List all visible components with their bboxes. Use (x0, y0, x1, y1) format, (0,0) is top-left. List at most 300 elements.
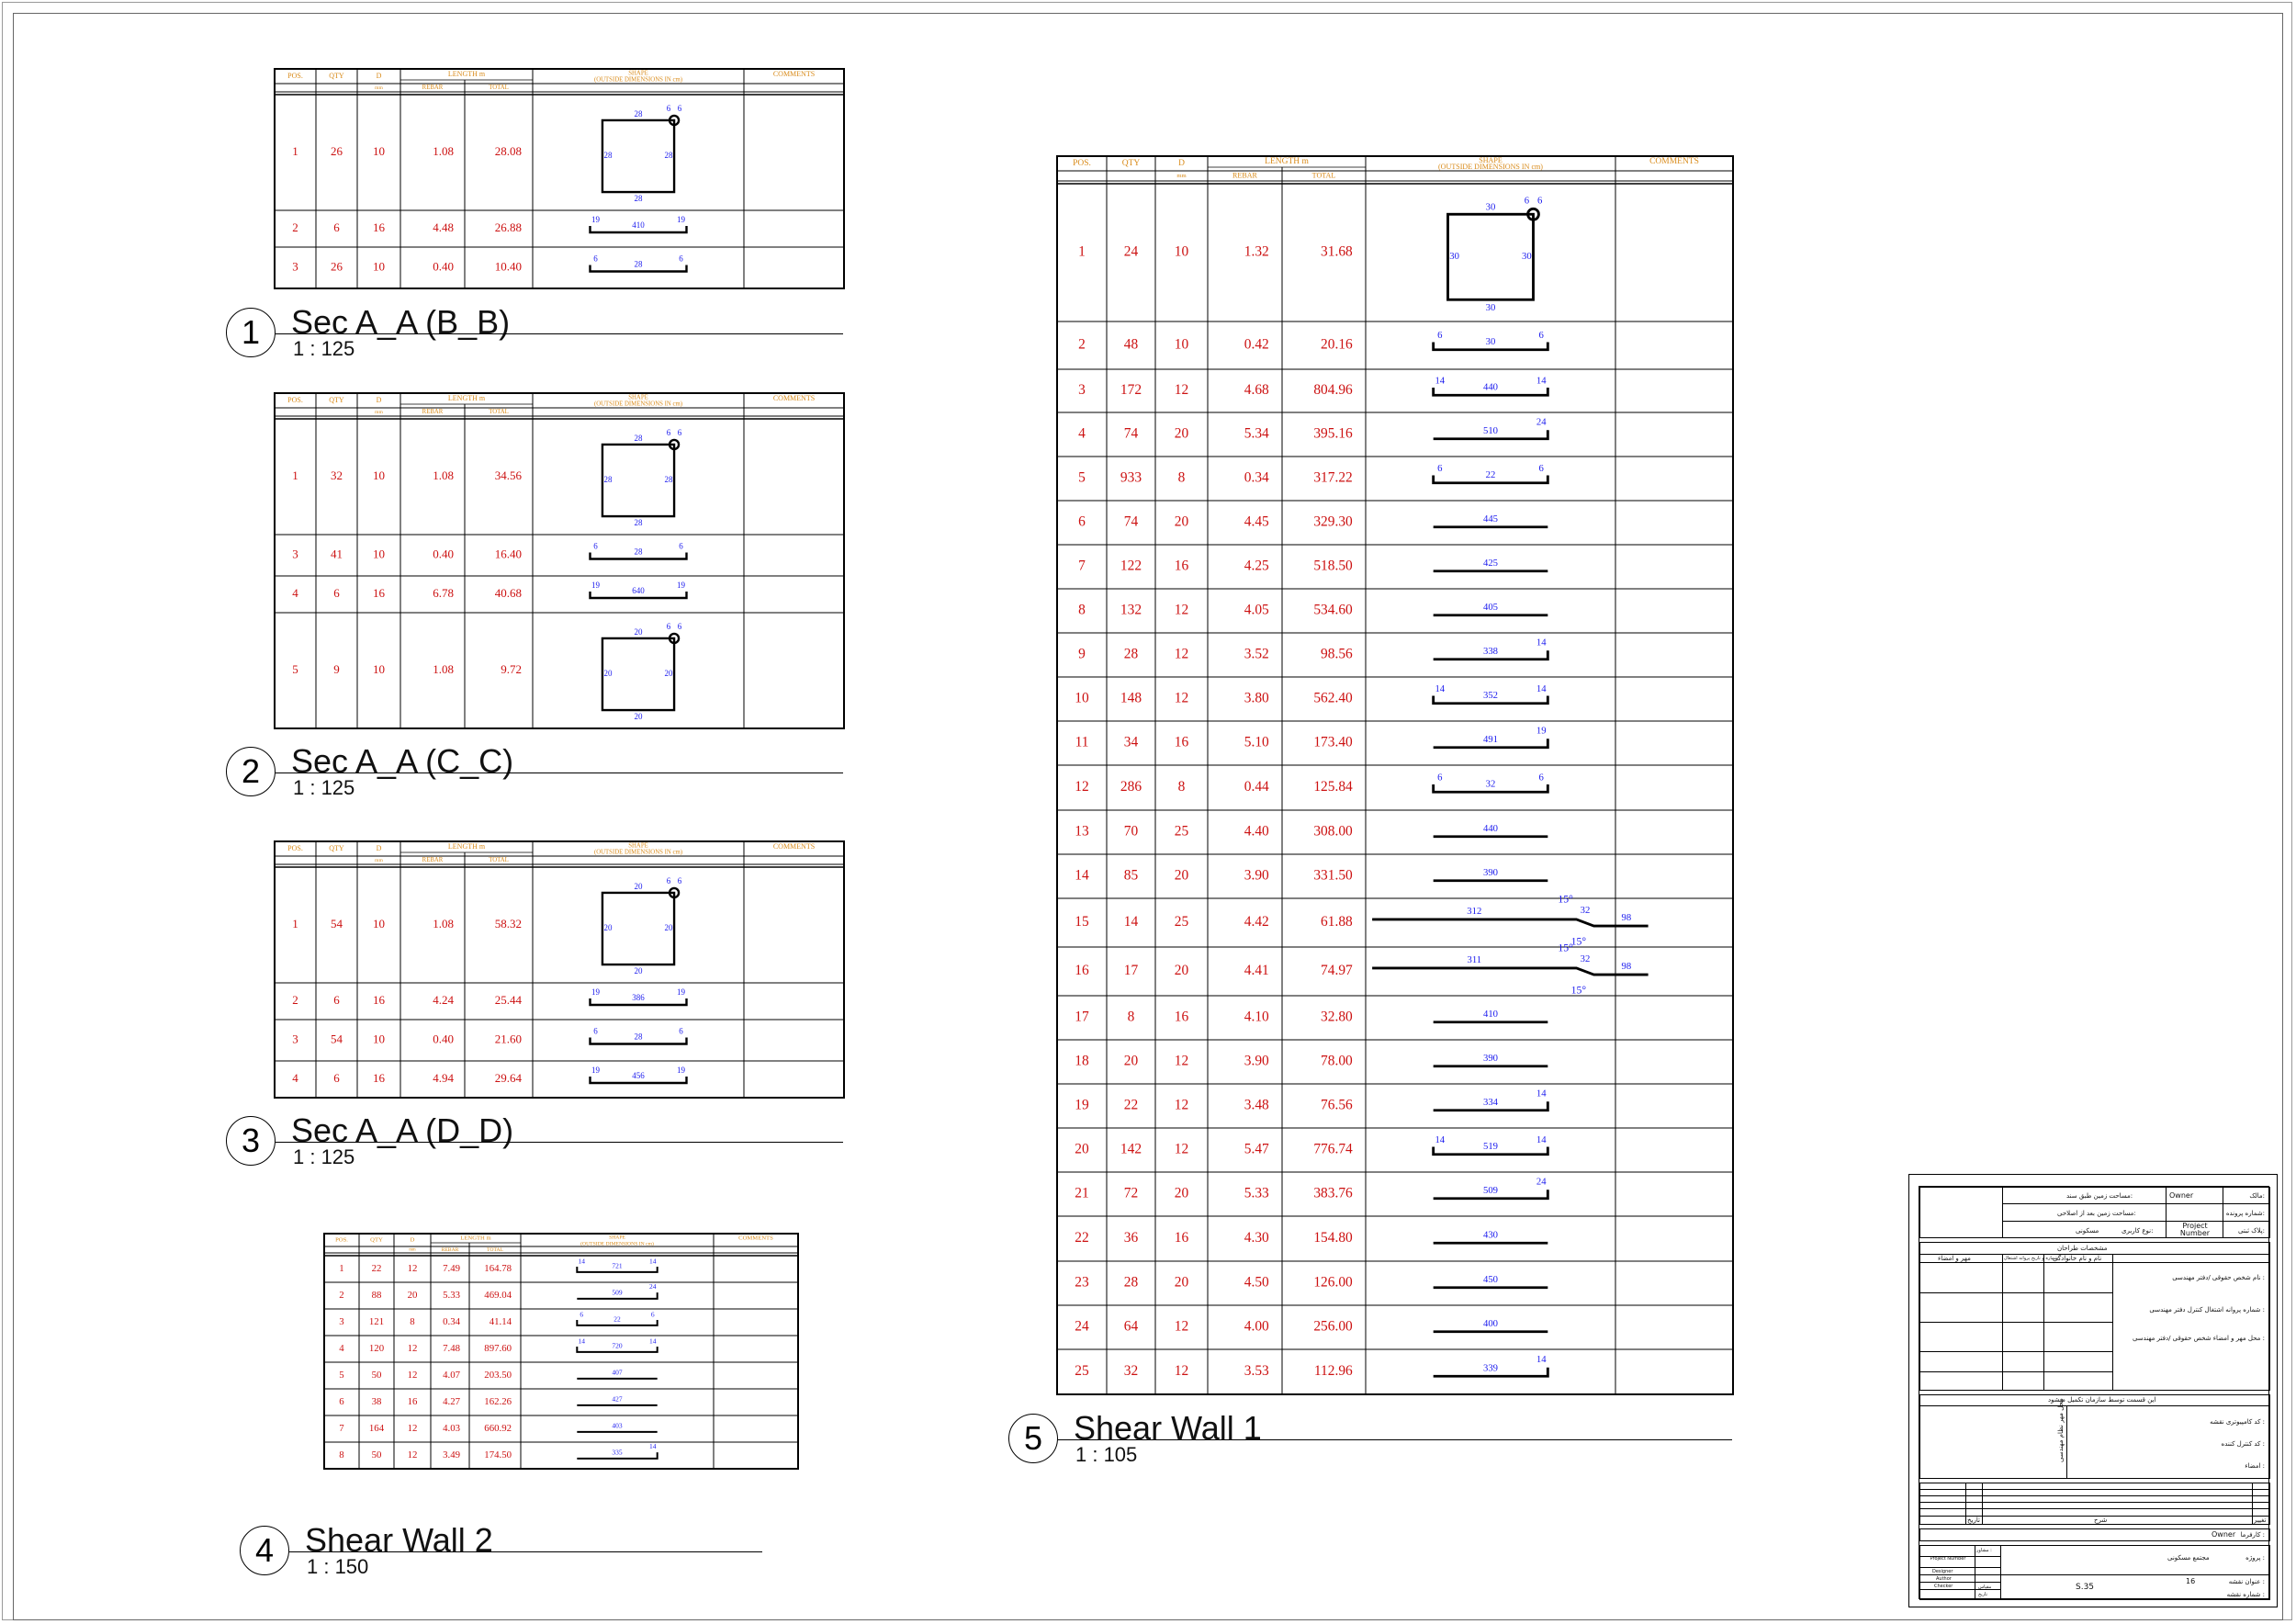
cell-pos: 1 (292, 916, 298, 930)
cell-pos: 15 (1075, 914, 1089, 930)
header-mm: mm (375, 409, 383, 415)
view-name: Shear Wall 2 (305, 1521, 493, 1559)
table-row (1078, 558, 1548, 574)
cell-rebar-length: 1.08 (433, 916, 454, 930)
cell-total-length: 76.56 (1321, 1097, 1353, 1113)
dimension-bottom: 30 (1485, 302, 1496, 314)
dimension-top: 30 (1485, 201, 1496, 213)
land-area-label: مساحت زمین طبق سند: (2066, 1192, 2133, 1200)
header-length: LENGTH m (447, 393, 486, 402)
cell-diameter: 12 (1174, 1053, 1189, 1069)
view-scale: 1 : 150 (307, 1555, 369, 1578)
cell-total-length: 98.56 (1321, 646, 1353, 662)
cell-diameter: 16 (1174, 1009, 1189, 1025)
length-dimension: 338 (1482, 645, 1499, 657)
cell-pos: 20 (1075, 1141, 1089, 1157)
cell-qty: 26 (331, 259, 343, 274)
cell-diameter: 10 (373, 916, 385, 930)
length-dimension: 491 (1482, 733, 1499, 745)
cell-qty: 164 (368, 1422, 385, 1434)
header-qty: QTY (329, 71, 344, 80)
header-comments: COMMENTS (738, 1235, 773, 1242)
header-diameter: D (376, 395, 382, 404)
cell-pos: 1 (292, 143, 298, 158)
cell-qty: 6 (333, 220, 340, 234)
schedule-border (324, 1234, 798, 1469)
cell-total-length: 10.40 (494, 259, 522, 274)
table-row (1078, 463, 1548, 486)
header-length: LENGTH m (460, 1235, 491, 1242)
cell-pos: 4 (339, 1342, 344, 1354)
cell-qty: 6 (333, 585, 340, 600)
header-shape-sub: (OUTSIDE DIMENSIONS IN cm) (593, 76, 683, 84)
engineering-seal-area: محل مهر نظام مهندسی (2057, 1398, 2065, 1462)
hook-dimension: 6 (677, 622, 682, 632)
cell-qty: 50 (371, 1449, 382, 1460)
cell-diameter: 12 (407, 1342, 418, 1354)
leg-dimension-left: 14 (1435, 375, 1446, 387)
view-title-underline (289, 1551, 762, 1552)
length-dimension: 440 (1482, 822, 1499, 834)
table-row (1075, 1009, 1548, 1025)
dimension-top: 28 (634, 109, 643, 119)
length-dimension: 312 (1467, 906, 1482, 918)
table-row (339, 1337, 657, 1354)
cell-rebar-length: 0.34 (1244, 469, 1269, 486)
view-name: Sec A_A (B_B) (291, 303, 511, 341)
controller-code-label: کد کنترل کننده : (2221, 1440, 2265, 1448)
cell-diameter: 8 (410, 1315, 415, 1327)
header-length: LENGTH m (1265, 157, 1309, 167)
table-row (292, 542, 686, 561)
dimension-left: 20 (603, 669, 613, 679)
cell-pos: 1 (1078, 243, 1086, 260)
dimension-right: 20 (664, 923, 673, 933)
cell-total-length: 331.50 (1313, 867, 1353, 884)
header-diameter: D (1178, 159, 1185, 169)
cell-qty: 22 (371, 1262, 382, 1274)
cell-qty: 24 (1123, 243, 1139, 260)
cell-qty: 142 (1120, 1141, 1142, 1157)
hook-dimension: 6 (677, 428, 682, 438)
view-name: Sec A_A (D_D) (291, 1111, 514, 1149)
cell-rebar-length: 4.10 (1244, 1009, 1269, 1025)
length-dimension: 445 (1482, 513, 1499, 524)
cell-rebar-length: 5.33 (443, 1289, 461, 1301)
project-number-short: Project Number (1930, 1556, 1966, 1562)
cell-rebar-length: 1.32 (1244, 243, 1269, 260)
cell-diameter: 20 (1174, 1274, 1189, 1291)
block-label: پلاک ثبتی: (2238, 1227, 2265, 1235)
dimension-right: 20 (664, 669, 673, 679)
rebar-schedule-sec-aa-dd (274, 840, 917, 1099)
header-shape: SHAPE (628, 394, 648, 401)
usage-value: مسکونی (2076, 1227, 2099, 1235)
header-comments: COMMENTS (1649, 157, 1699, 167)
cell-diameter: 12 (407, 1369, 418, 1381)
table-row (292, 581, 686, 600)
leg-dimension-left: 19 (591, 1066, 600, 1076)
rebar-schedule-sec-aa-bb (274, 68, 917, 289)
date-label: تاریخ (1978, 1592, 1987, 1597)
leg-dimension: 14 (1536, 1088, 1547, 1100)
leg-dimension: 14 (648, 1442, 657, 1451)
cell-total-length: 74.97 (1321, 963, 1353, 979)
leg-dimension-left: 6 (1437, 462, 1443, 474)
header-rebar: REBAR (422, 85, 444, 92)
cell-rebar-length: 4.07 (443, 1369, 461, 1381)
sheet-number-value: S.35 (2076, 1583, 2095, 1592)
cell-qty: 172 (1120, 382, 1142, 399)
hook-dimension: 6 (1536, 195, 1543, 207)
cell-total-length: 112.96 (1313, 1363, 1353, 1380)
table-row (1075, 893, 1648, 947)
length-dimension: 410 (1482, 1008, 1499, 1020)
cell-pos: 24 (1075, 1318, 1089, 1335)
cell-total-length: 317.22 (1313, 469, 1353, 486)
table-row (339, 1282, 657, 1301)
cell-qty: 121 (368, 1315, 385, 1327)
cell-diameter: 12 (1174, 1363, 1189, 1380)
table-row (1075, 942, 1648, 996)
revision-desc-header: شرح (2094, 1517, 2108, 1524)
header-comments: COMMENTS (772, 69, 816, 78)
header-pos: POS. (287, 71, 303, 80)
cell-diameter: 16 (373, 220, 385, 234)
length-dimension: 450 (1482, 1273, 1499, 1285)
designer-name: Designer (1932, 1569, 1953, 1574)
cell-total-length: 776.74 (1313, 1141, 1353, 1157)
cell-total-length: 29.64 (494, 1070, 522, 1085)
header-diameter: D (410, 1236, 415, 1244)
view-name: Shear Wall 1 (1074, 1409, 1262, 1447)
cell-qty: 26 (331, 143, 343, 158)
view-number-badge: 5 (1008, 1414, 1058, 1463)
table-row (1075, 683, 1548, 706)
leg-dimension-left: 6 (593, 254, 598, 264)
cell-diameter: 16 (373, 992, 385, 1007)
length-dimension: 28 (634, 547, 643, 557)
length-dimension: 403 (612, 1421, 623, 1430)
designers-row-license: شماره پروانه اشتغال کنترل دفتر مهندسی : (2149, 1306, 2265, 1314)
hook-dimension: 6 (666, 876, 671, 886)
table-row (1075, 867, 1548, 884)
cell-pos: 8 (339, 1449, 344, 1460)
cell-total-length: 804.96 (1313, 382, 1353, 399)
cell-pos: 5 (339, 1369, 344, 1381)
cell-pos: 4 (1078, 425, 1086, 442)
cell-diameter: 12 (407, 1422, 418, 1434)
cell-diameter: 20 (1174, 963, 1189, 979)
cell-pos: 3 (292, 1032, 298, 1046)
length-dimension: 430 (1482, 1229, 1499, 1241)
cell-diameter: 10 (1174, 243, 1189, 260)
cell-total-length: 154.80 (1313, 1230, 1353, 1246)
schedule-border (275, 841, 844, 1098)
dimension-left: 28 (603, 475, 613, 485)
table-row (1075, 1176, 1548, 1201)
table-row (1075, 772, 1548, 795)
cell-diameter: 25 (1174, 823, 1189, 840)
length-dimension: 519 (1482, 1140, 1499, 1152)
cell-qty: 72 (1123, 1185, 1139, 1201)
cell-rebar-length: 0.42 (1244, 336, 1269, 353)
cell-diameter: 10 (373, 547, 385, 561)
cell-qty: 32 (1123, 1363, 1139, 1380)
cell-pos: 2 (339, 1289, 344, 1301)
cell-total-length: 9.72 (501, 661, 522, 676)
cell-diameter: 10 (373, 468, 385, 482)
cell-diameter: 16 (373, 585, 385, 600)
view-name: Sec A_A (C_C) (291, 742, 514, 780)
length-dimension: 720 (612, 1341, 623, 1350)
rebar-schedule-sec-aa-cc (274, 392, 917, 729)
table-row (339, 1395, 657, 1407)
cell-diameter: 12 (1174, 1141, 1189, 1157)
cell-total-length: 21.60 (494, 1032, 522, 1046)
usage-label: نوع کاربری: (2122, 1227, 2154, 1235)
cell-pos: 3 (339, 1315, 344, 1327)
cell-diameter: 8 (1177, 779, 1186, 795)
cell-qty: 28 (1123, 1274, 1139, 1291)
header-comments: COMMENTS (772, 393, 816, 402)
length-dimension: 32 (1485, 778, 1496, 790)
schedule-table (274, 68, 917, 289)
cell-pos: 6 (1078, 513, 1086, 530)
cell-pos: 25 (1075, 1363, 1089, 1380)
table-row (292, 104, 682, 203)
leg-dimension-right: 6 (679, 541, 683, 551)
cell-rebar-length: 5.34 (1244, 425, 1269, 442)
length-dimension: 640 (632, 586, 645, 596)
cell-diameter: 20 (407, 1289, 418, 1301)
cell-rebar-length: 0.44 (1244, 779, 1269, 795)
cell-rebar-length: 3.80 (1244, 690, 1269, 706)
dimension-right: 28 (664, 475, 673, 485)
schedule-table (274, 840, 917, 1099)
dimension-right: 28 (664, 151, 673, 161)
table-row (1078, 416, 1548, 441)
angle-label: 15° (1558, 942, 1573, 954)
cell-qty: 17 (1123, 963, 1139, 979)
length-dimension: 28 (634, 1032, 643, 1042)
header-shape: SHAPE (628, 842, 648, 850)
schedule-table (274, 392, 917, 729)
cell-total-length: 41.14 (489, 1315, 512, 1327)
length-dimension: 405 (1482, 601, 1499, 613)
cell-pos: 3 (292, 547, 298, 561)
cell-total-length: 164.78 (484, 1262, 512, 1274)
length-dimension: 425 (1482, 557, 1499, 569)
leg-dimension-right: 14 (1536, 682, 1547, 694)
cell-diameter: 12 (1174, 646, 1189, 662)
schedule-border (275, 69, 844, 288)
table-row (292, 622, 682, 721)
cell-qty: 286 (1120, 779, 1142, 795)
header-mm: mm (1176, 173, 1187, 180)
cell-total-length: 16.40 (494, 547, 522, 561)
project-label: پروژه : (2245, 1554, 2265, 1562)
employer-label: کارفرما : (2240, 1531, 2265, 1539)
cell-total-length: 58.32 (494, 916, 522, 930)
header-shape-sub: (OUTSIDE DIMENSIONS IN cm) (1438, 162, 1543, 171)
project-value: مجتمع مسکونی (2167, 1554, 2210, 1562)
header-shape: SHAPE (628, 70, 648, 77)
rebar-stirrup-shape (602, 638, 674, 710)
cell-diameter: 16 (1174, 734, 1189, 750)
cell-qty: 6 (333, 992, 340, 1007)
cell-qty: 41 (331, 547, 343, 561)
leg-dimension-right: 19 (677, 215, 685, 225)
designers-col-name: نام و نام خانوادگی (2053, 1255, 2102, 1262)
header-total: TOTAL (489, 85, 509, 92)
rebar-schedule-shear-wall-1 (1056, 155, 1806, 1395)
header-shape-sub: (OUTSIDE DIMENSIONS IN cm) (593, 849, 683, 856)
cell-pos: 6 (339, 1395, 344, 1407)
view-scale: 1 : 125 (293, 776, 355, 799)
table-row (339, 1422, 657, 1434)
table-row (339, 1257, 657, 1274)
rebar-stirrup-shape (602, 445, 674, 516)
cell-rebar-length: 4.30 (1244, 1230, 1269, 1246)
leg-dimension-right: 19 (677, 1066, 685, 1076)
cell-rebar-length: 3.90 (1244, 1053, 1269, 1069)
angle-label: 15° (1558, 893, 1573, 906)
leg-dimension-right: 14 (648, 1336, 657, 1346)
rebar-cranked-shape (1372, 968, 1648, 975)
cell-qty: 132 (1120, 602, 1142, 618)
cell-rebar-length: 4.42 (1244, 914, 1269, 930)
length-dimension: 509 (1482, 1184, 1499, 1196)
length-dimension: 390 (1482, 866, 1499, 878)
leg-dimension-left: 6 (1437, 329, 1443, 341)
view-number-badge: 1 (226, 308, 276, 357)
rebar-schedule-shear-wall-2 (323, 1233, 871, 1470)
length-dimension: 440 (1482, 381, 1499, 393)
header-pos: POS. (335, 1236, 348, 1244)
cell-pos: 18 (1075, 1053, 1089, 1069)
cell-rebar-length: 3.53 (1244, 1363, 1269, 1380)
sheet-number-label: شماره نقشه : (2226, 1591, 2265, 1598)
cell-diameter: 12 (1174, 1097, 1189, 1113)
header-rebar: REBAR (422, 857, 444, 864)
cell-qty: 74 (1123, 513, 1139, 530)
table-row (1078, 195, 1543, 313)
table-row (1075, 1274, 1548, 1291)
cell-diameter: 16 (373, 1070, 385, 1085)
table-row (1078, 602, 1548, 618)
dimension-bottom: 20 (634, 712, 643, 722)
cell-total-length: 126.00 (1313, 1274, 1353, 1291)
cell-total-length: 174.50 (484, 1449, 512, 1460)
cell-total-length: 20.16 (1321, 336, 1353, 353)
header-comments: COMMENTS (772, 841, 816, 851)
cell-total-length: 26.88 (494, 220, 522, 234)
dimension-right: 30 (1522, 251, 1532, 263)
cell-pos: 14 (1075, 867, 1089, 884)
length-dimension: 510 (1482, 424, 1499, 436)
cell-rebar-length: 4.24 (433, 992, 454, 1007)
leg-dimension-right: 14 (1536, 375, 1547, 387)
cell-pos: 7 (339, 1422, 344, 1434)
view-scale: 1 : 105 (1075, 1443, 1138, 1466)
cell-rebar-length: 5.47 (1244, 1141, 1269, 1157)
leg-dimension-left: 19 (591, 215, 600, 225)
cell-rebar-length: 4.41 (1244, 963, 1269, 979)
cell-rebar-length: 1.08 (433, 468, 454, 482)
header-rebar: REBAR (422, 409, 444, 416)
length-dimension: 339 (1482, 1362, 1499, 1374)
cell-diameter: 10 (373, 1032, 385, 1046)
cell-total-length: 308.00 (1313, 823, 1353, 840)
cell-rebar-length: 0.40 (433, 259, 454, 274)
cell-diameter: 20 (1174, 1185, 1189, 1201)
sheet-info-section (1919, 1545, 2270, 1600)
leg-dimension-right: 19 (677, 581, 685, 591)
length-dimension: 334 (1482, 1096, 1499, 1108)
angle-label: 15° (1570, 935, 1587, 948)
cell-total-length: 28.08 (494, 143, 522, 158)
cell-diameter: 10 (373, 259, 385, 274)
cell-pos: 19 (1075, 1097, 1089, 1113)
header-shape-sub: (OUTSIDE DIMENSIONS IN cm) (580, 1241, 654, 1247)
employer-value: Owner (2212, 1530, 2236, 1539)
table-row (339, 1369, 657, 1381)
cell-rebar-length: 3.90 (1244, 867, 1269, 884)
leg-dimension-left: 19 (591, 581, 600, 591)
rebar-stirrup-shape (602, 120, 674, 192)
length-dimension: 28 (634, 259, 643, 269)
cell-rebar-length: 4.00 (1244, 1318, 1269, 1335)
table-row (1078, 637, 1548, 661)
cell-total-length: 203.50 (484, 1369, 512, 1381)
schedule-border (1057, 156, 1733, 1394)
hook-dimension: 6 (666, 428, 671, 438)
designers-col-sign: مهر و امضاء (1938, 1255, 1971, 1262)
view-title-underline (276, 1142, 843, 1143)
cell-diameter: 16 (1174, 558, 1189, 574)
header-diameter: D (376, 71, 382, 80)
hook-dimension: 6 (677, 104, 682, 114)
cell-qty: 933 (1120, 469, 1142, 486)
cell-diameter: 12 (1174, 690, 1189, 706)
cell-rebar-length: 3.52 (1244, 646, 1269, 662)
dimension-top: 28 (634, 434, 643, 444)
end-dimension: 98 (1621, 961, 1632, 973)
length-dimension: 22 (613, 1314, 621, 1324)
designers-col-license: شماره و تاریخ پروانه اشتغال (2004, 1256, 2059, 1261)
cell-rebar-length: 4.94 (433, 1070, 454, 1085)
title-block (1908, 1174, 2278, 1607)
cell-qty: 85 (1123, 867, 1139, 884)
cell-rebar-length: 4.25 (1244, 558, 1269, 574)
cell-pos: 2 (292, 220, 298, 234)
length-dimension: 311 (1467, 954, 1482, 966)
cell-total-length: 34.56 (494, 468, 522, 482)
leg-dimension-right: 6 (1538, 329, 1544, 341)
cell-diameter: 10 (1174, 336, 1189, 353)
view-scale: 1 : 125 (293, 337, 355, 360)
cell-total-length: 40.68 (494, 585, 522, 600)
leg-dimension-left: 14 (1435, 682, 1446, 694)
cell-qty: 9 (333, 661, 340, 676)
table-row (292, 428, 682, 527)
cell-total-length: 31.68 (1321, 243, 1353, 260)
schedule-border (275, 393, 844, 728)
view-number-badge: 2 (226, 747, 276, 796)
leg-dimension: 24 (648, 1282, 657, 1291)
dimension-bottom: 20 (634, 966, 643, 976)
